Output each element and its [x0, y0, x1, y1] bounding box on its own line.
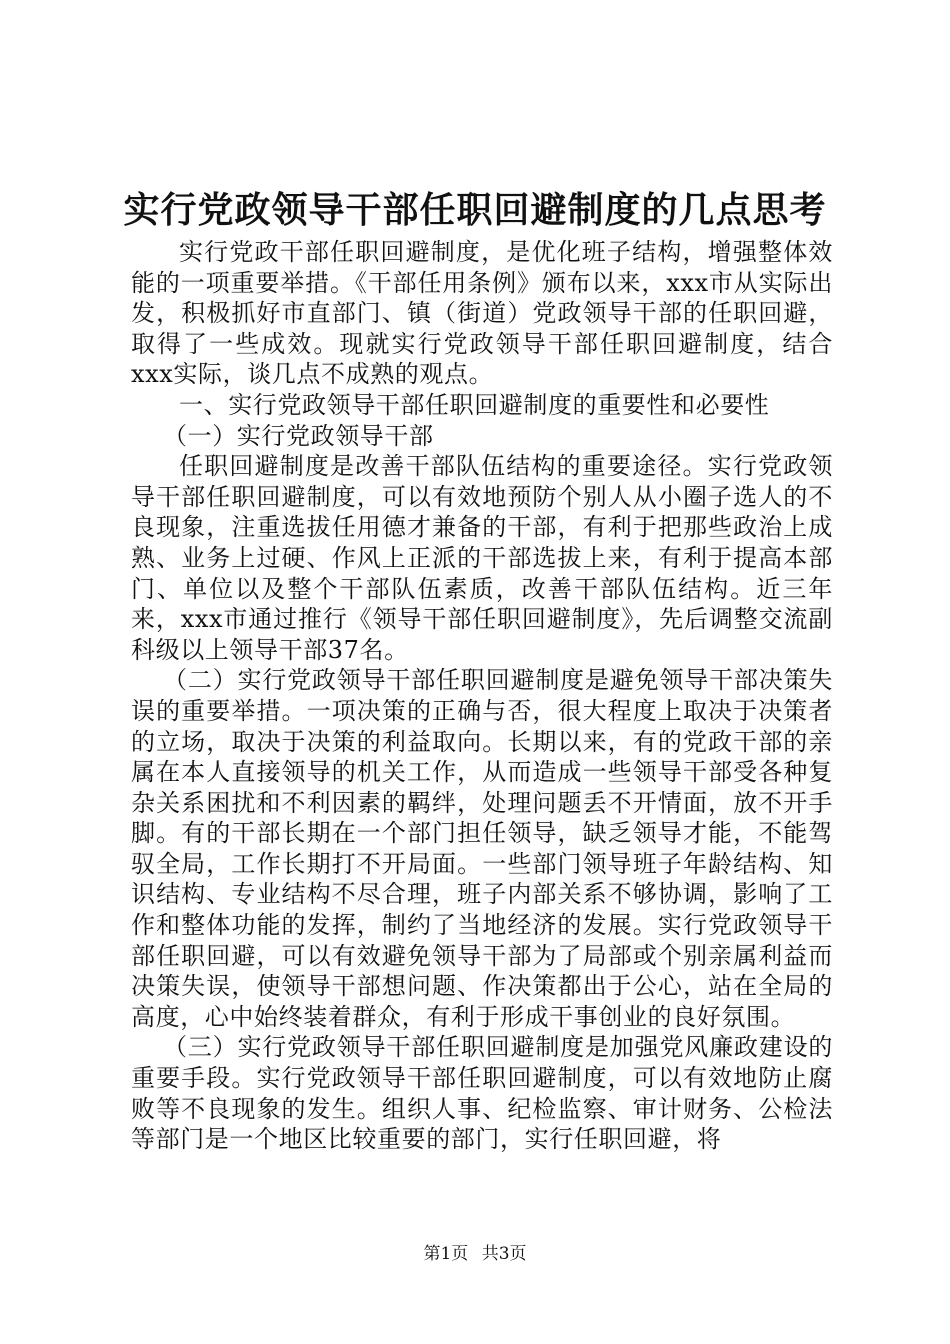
page-footer: [0, 1243, 950, 1265]
document-title: 实行党政领导干部任职回避制度的几点思考: [123, 189, 827, 231]
body-paragraph: （三）实行党政领导干部任职回避制度是加强党风廉政建设的重要手段。实行党政领导干部任职回避制度，可以有效地防止腐败等不良现象的发生。组织人事、纪检监察、审计财务、公检法等部门是一个地区比较重要的部门，实行任职回避，将: [131, 1033, 833, 1154]
page-total: 共3页: [481, 1244, 527, 1264]
page-number: 第1页: [423, 1244, 469, 1264]
subsection-heading: （一）实行党政领导干部: [163, 421, 434, 450]
intro-paragraph: 实行党政干部任职回避制度，是优化班子结构，增强整体效能的一项重要举措。《干部任用条例》颁布以来，xxx市从实际出发，积极抓好市直部门、镇（街道）党政领导干部的任职回避，取得了一些成效。现就实行党政领导干部任职回避制度，结合xxx实际，谈几点不成熟的观点。: [131, 238, 833, 389]
body-paragraph: 任职回避制度是改善干部队伍结构的重要途径。实行党政领导干部任职回避制度，可以有效地预防个别人从小圈子选人的不良现象，注重选拔任用德才兼备的干部，有利于把那些政治上成熟、业务上过硬、作风上正派的干部选拔上来，有利于提高本部门、单位以及整个干部队伍素质，改善干部队伍结构。近三年来，xxx市通过推行《领导干部任职回避制度》，先后调整交流副科级以上领导干部37名。: [131, 452, 833, 664]
section-heading: 一、实行党政领导干部任职回避制度的重要性和必要性: [179, 390, 770, 419]
body-paragraph: （二）实行党政领导干部任职回避制度是避免领导干部决策失误的重要举措。一项决策的正确与否，很大程度上取决于决策者的立场，取决于决策的利益取向。长期以来，有的党政干部的亲属在本人直接领导的机关工作，从而造成一些领导干部受各种复杂关系困扰和不利因素的羁绊，处理问题丢不开情面，放不开手脚。有的干部长期在一个部门担任领导，缺乏领导才能，不能驾驭全局，工作长期打不开局面。一些部门领导班子年龄结构、知识结构、专业结构不尽合理，班子内部关系不够协调，影响了工作和整体功能的发挥，制约了当地经济的发展。实行党政领导干部任职回避，可以有效避免领导干部为了局部或个别亲属利益而决策失误，使领导干部想问题、作决策都出于公心，站在全局的高度，心中始终装着群众，有利于形成干事创业的良好氛围。: [131, 666, 833, 1031]
document-body: [131, 237, 833, 1155]
